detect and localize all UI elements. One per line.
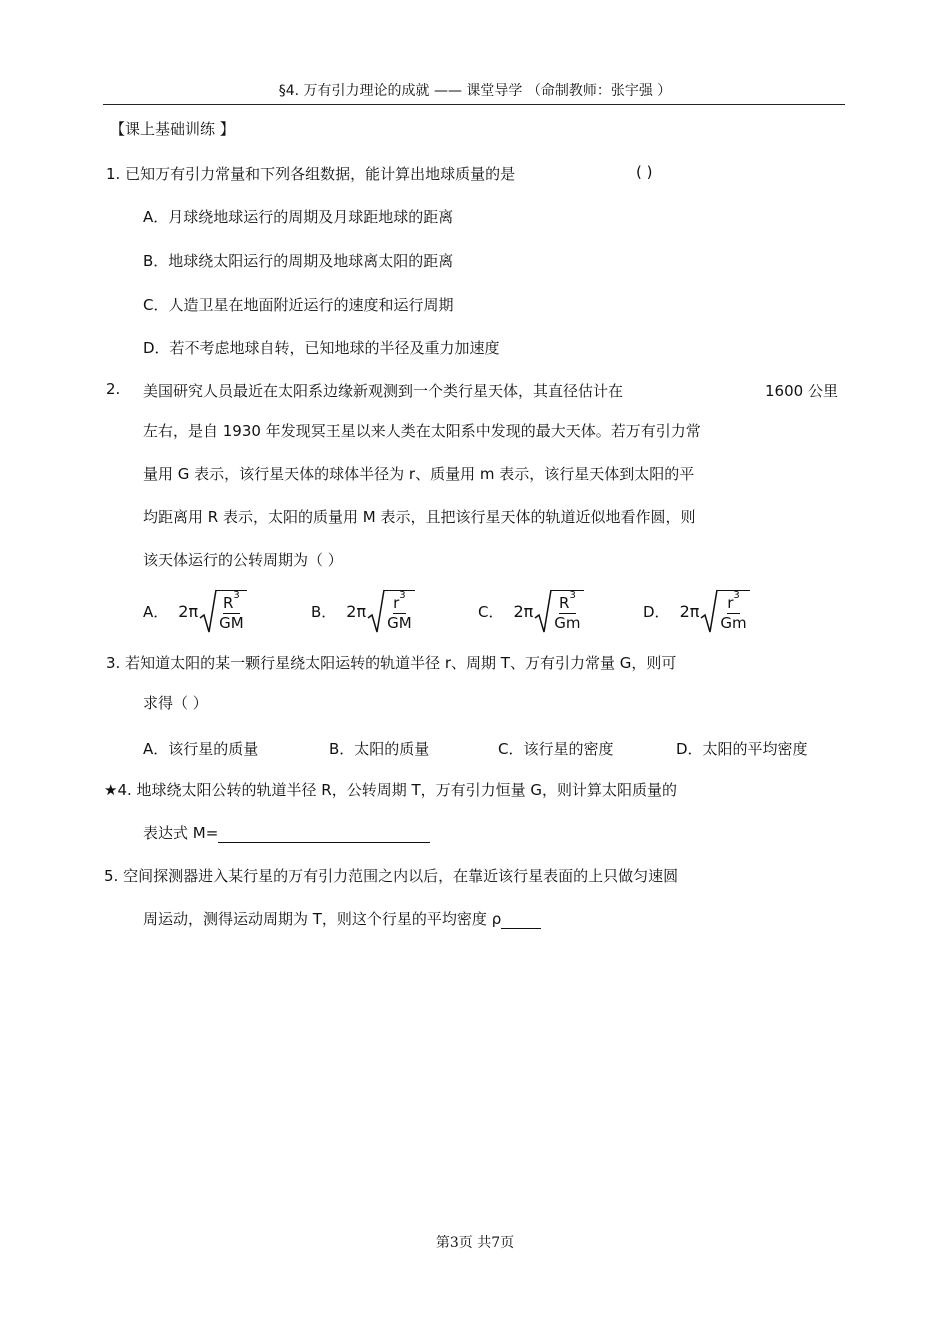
q2-option-d-label: D． bbox=[643, 602, 670, 621]
q4-answer-blank[interactable] bbox=[218, 826, 430, 843]
q3-option-c: C．该行星的密度 bbox=[498, 740, 614, 758]
q3-line2: 求得（ ） bbox=[143, 694, 208, 712]
q1-answer-paren: ( ) bbox=[636, 163, 653, 181]
q1-option-a: A．月球绕地球运行的周期及月球距地球的距离 bbox=[143, 208, 454, 226]
q3-line1: 3. 若知道太阳的某一颗行星绕太阳运转的轨道半径 r、周期 T、万有引力常量 G，则可 bbox=[106, 654, 677, 672]
page-header: §4. 万有引力理论的成就 —— 课堂导学 （命制教师：张宇强 ） bbox=[278, 83, 672, 99]
q5-line2-text: 周运动，测得运动周期为 T，则这个行星的平均密度 ρ bbox=[143, 910, 502, 928]
q2-option-d-sqrt bbox=[700, 588, 749, 634]
q2-option-b-label: B． bbox=[311, 602, 337, 621]
q2-option-b-sqrt bbox=[367, 588, 415, 634]
q2-option-b-coefficient: 2π bbox=[346, 601, 367, 621]
section-title: 【课上基础训练 】 bbox=[110, 120, 235, 138]
q2-option-c-sqrt bbox=[534, 588, 583, 634]
q5-answer-blank[interactable] bbox=[501, 912, 541, 929]
q2-line1: 美国研究人员最近在太阳系边缘新观测到一个类行星天体，其直径估计在 bbox=[143, 382, 624, 400]
radical-sign-icon bbox=[367, 588, 385, 634]
q2-line3: 量用 G 表示，该行星天体的球体半径为 r、质量用 m 表示，该行星天体到太阳的平 bbox=[143, 465, 695, 483]
q2-option-b bbox=[311, 588, 415, 634]
q2-option-c-numerator: $R^3$ bbox=[559, 590, 576, 612]
q2-option-a-numerator: $R^3$ bbox=[222, 590, 240, 612]
q2-option-a-denominator: GM bbox=[219, 614, 244, 632]
q2-option-a-coefficient: 2π bbox=[178, 601, 199, 621]
q3-option-a: A．该行星的质量 bbox=[143, 740, 259, 758]
q4-line1: ★4. 地球绕太阳公转的轨道半径 R，公转周期 T，万有引力恒量 G，则计算太阳质量的 bbox=[104, 781, 678, 799]
q2-line5: 该天体运行的公转周期为（ ） bbox=[143, 551, 343, 569]
q2-option-c-coefficient: 2π bbox=[513, 601, 534, 621]
q5-line2 bbox=[143, 908, 541, 929]
radical-sign-icon bbox=[700, 588, 718, 634]
q3-option-d: D．太阳的平均密度 bbox=[676, 740, 808, 758]
q5-line1: 5. 空间探测器进入某行星的万有引力范围之内以后，在靠近该行星表面的上只做匀速圆 bbox=[104, 867, 679, 885]
header-rule bbox=[103, 104, 845, 105]
q2-option-a-sqrt bbox=[199, 588, 247, 634]
q4-expression-label: 表达式 M= bbox=[143, 824, 219, 842]
q2-option-c-label: C． bbox=[478, 602, 504, 621]
q2-line2: 左右，是自 1930 年发现冥王星以来人类在太阳系中发现的最大天体。若万有引力常 bbox=[143, 422, 701, 440]
q3-option-b: B．太阳的质量 bbox=[329, 740, 430, 758]
q2-option-a-label: A． bbox=[143, 602, 169, 621]
radical-sign-icon bbox=[534, 588, 552, 634]
q2-option-c bbox=[478, 588, 584, 634]
q2-option-d-coefficient: 2π bbox=[679, 601, 700, 621]
q2-option-b-numerator: $r^3$ bbox=[393, 590, 406, 612]
q2-option-d-numerator: $r^3$ bbox=[727, 590, 740, 612]
q1-option-b: B．地球绕太阳运行的周期及地球离太阳的距离 bbox=[143, 252, 454, 270]
page-footer: 第3页 共7页 bbox=[435, 1235, 515, 1251]
q2-number: 2. bbox=[106, 380, 121, 398]
q2-option-a bbox=[143, 588, 247, 634]
q2-line4: 均距离用 R 表示，太阳的质量用 M 表示，且把该行星天体的轨道近似地看作圆，则 bbox=[143, 508, 696, 526]
q1-option-d: D．若不考虑地球自转，已知地球的半径及重力加速度 bbox=[143, 339, 500, 357]
q2-option-c-denominator: Gm bbox=[554, 614, 581, 632]
radical-sign-icon bbox=[199, 588, 217, 634]
q1-option-c: C．人造卫星在地面附近运行的速度和运行周期 bbox=[143, 296, 454, 314]
q2-line1-tail: 1600 公里 bbox=[765, 382, 838, 400]
q2-option-b-denominator: GM bbox=[387, 614, 412, 632]
q4-line2 bbox=[143, 822, 430, 843]
q2-option-d bbox=[643, 588, 750, 634]
q1-stem: 1. 已知万有引力常量和下列各组数据，能计算出地球质量的是 bbox=[106, 165, 516, 183]
q2-option-d-denominator: Gm bbox=[720, 614, 747, 632]
